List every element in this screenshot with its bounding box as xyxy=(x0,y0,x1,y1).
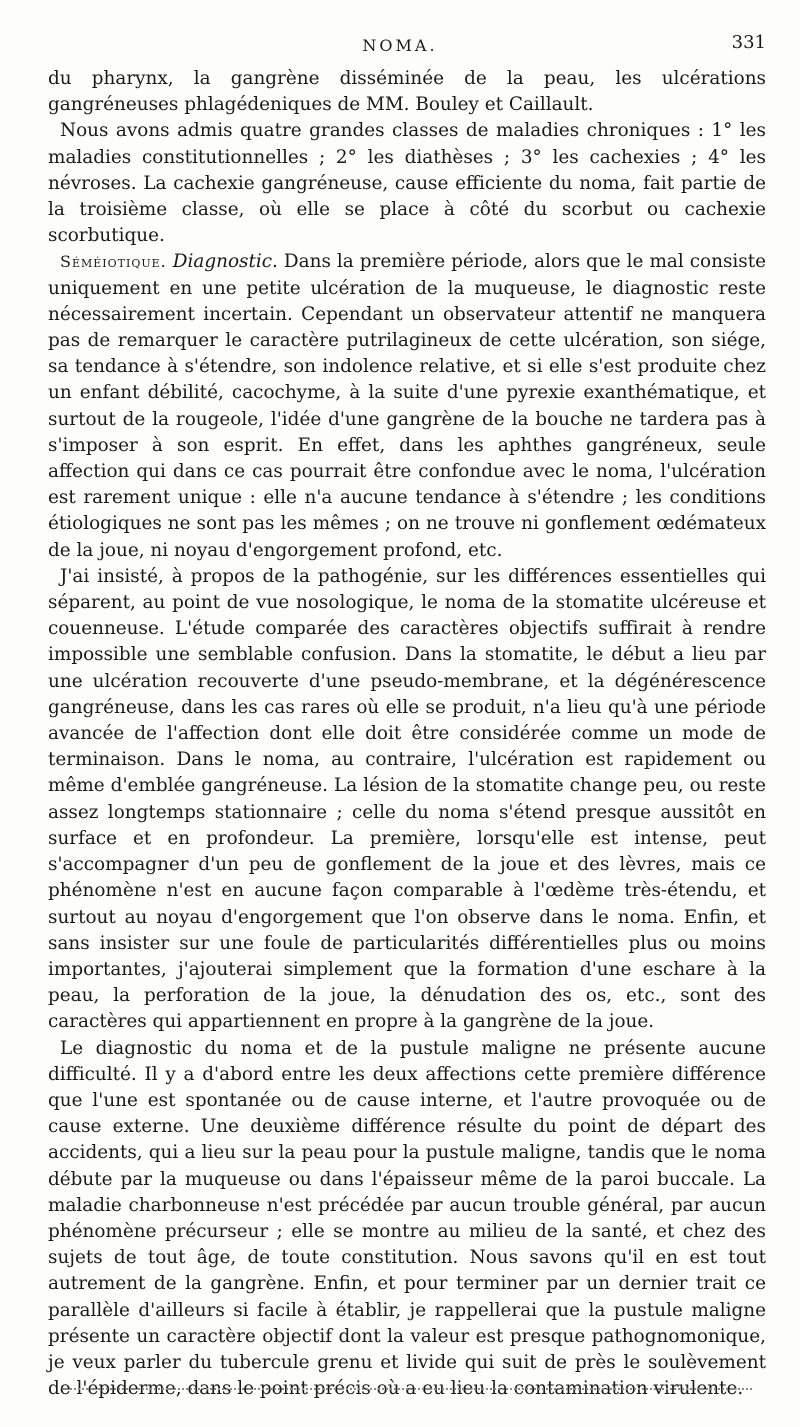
body-text xyxy=(48,66,766,1402)
paragraph-text: du pharynx, la gangrène disséminée de la peau, les ulcérations gangréneuses phlagédeniques de MM. Bouley et Caillault. xyxy=(48,68,766,116)
paragraph-text: Dans la première période, alors que le mal consiste uniquement en une petite ulcération de la muqueuse, le diagnostic reste nécessairement incertain. Cependant un observateur attentif ne manquera pas de remarquer le caractère putrilagineux de cette ulcération, son siége, sa tendance à s'étendre, son indolence relative, et si elle s'est produite chez un enfant débilité, cacochyme, à la suite d'une pyrexie exanthématique, et surtout de la rougeole, l'idée d'une gangrène de la bouche ne tardera pas à s'imposer à son esprit. En effet, dans les aphthes gangréneux, seule affection qui dans ce cas pourrait être confondue avec le noma, l'ulcération est rarement unique : elle n'a aucune tendance à s'étendre ; les conditions étiologiques ne sont pas les mêmes ; on ne trouve ni gonflement œdémateux de la joue, ni noyau d'engorgement profond, etc. xyxy=(48,251,766,561)
paragraph xyxy=(48,249,766,563)
paragraph-text: Le diagnostic du noma et de la pustule maligne ne présente aucune difficulté. Il y a d'abord entre les deux affections cette première différence que l'une est spontanée ou de cause interne, et l'autre provoquée ou de cause externe. Une deuxième différence résulte du point de départ des accidents, qui a lieu sur la peau pour la pustule maligne, tandis que le noma débute par la muqueuse ou dans l'épaisseur même de la paroi buccale. La maladie charbonneuse n'est précédée par aucun trouble général, par aucun phénomène précurseur ; elle se montre au milieu de la santé, et chez des sujets de tout âge, de toute constitution. Nous savons qu'il en est tout autrement de la gangrène. Enfin, et pour terminer par un dernier trait ce parallèle d'ailleurs si facile à établir, je rappellerai que la pustule maligne présente un caractère objectif dont la valeur est presque pathognomonique, je veux parler du tubercule grenu et livide qui suit de près le soulèvement de l'épiderme, dans le point précis où a eu lieu la contamination virulente. xyxy=(48,1037,766,1400)
running-head xyxy=(0,32,800,60)
paragraph xyxy=(48,1036,766,1403)
section-subtitle: Diagnostic. xyxy=(172,251,278,273)
paragraph-text: J'ai insisté, à propos de la pathogénie, sur les différences essentielles qui séparent, au point de vue nosologique, le noma de la stomatite ulcéreuse et couenneuse. L'étude comparée des caractères objectifs suffirait à rendre impossible une semblable confusion. Dans la stomatite, le début a lieu par une ulcération recouverte d'une pseudo-membrane, et la dégénérescence gangréneuse, dans les cas rares où elle se produit, n'a lieu qu'à une période avancée de l'affection dont elle doit être considérée comme un mode de terminaison. Dans le noma, au contraire, l'ulcération est rapidement ou même d'emblée gangréneuse. La lésion de la stomatite change peu, ou reste assez longtemps stationnaire ; celle du noma s'étend presque aussitôt en surface et en profondeur. La première, lorsqu'elle est intense, peut s'accompagner d'un peu de gonflement de la joue et des lèvres, mais ce phénomène n'est en aucune façon comparable à l'œdème très-étendu, et surtout au noyau d'engorgement que l'on observe dans le noma. Enfin, et sans insister sur une foule de particularités différentielles plus ou moins importantes, j'ajouterai simplement que la formation d'une eschare à la peau, la perforation de la joue, la dénudation des os, etc., sont des caractères qui appartiennent en propre à la gangrène de la joue. xyxy=(48,565,766,1033)
paragraph xyxy=(48,66,766,118)
running-title: NOMA. xyxy=(362,36,438,55)
footer-rule xyxy=(62,1388,752,1390)
section-label: Séméiotique. xyxy=(60,252,167,272)
paragraph xyxy=(48,118,766,249)
paragraph xyxy=(48,564,766,1036)
paragraph-text: Nous avons admis quatre grandes classes de maladies chroniques : 1° les maladies constitutionnelles ; 2° les diathèses ; 3° les cachexies ; 4° les névroses. La cachexie gangréneuse, cause efficiente du noma, fait partie de la troisième classe, où elle se place à côté du scorbut ou cachexie scorbutique. xyxy=(48,120,766,247)
page-number: 331 xyxy=(731,32,766,53)
